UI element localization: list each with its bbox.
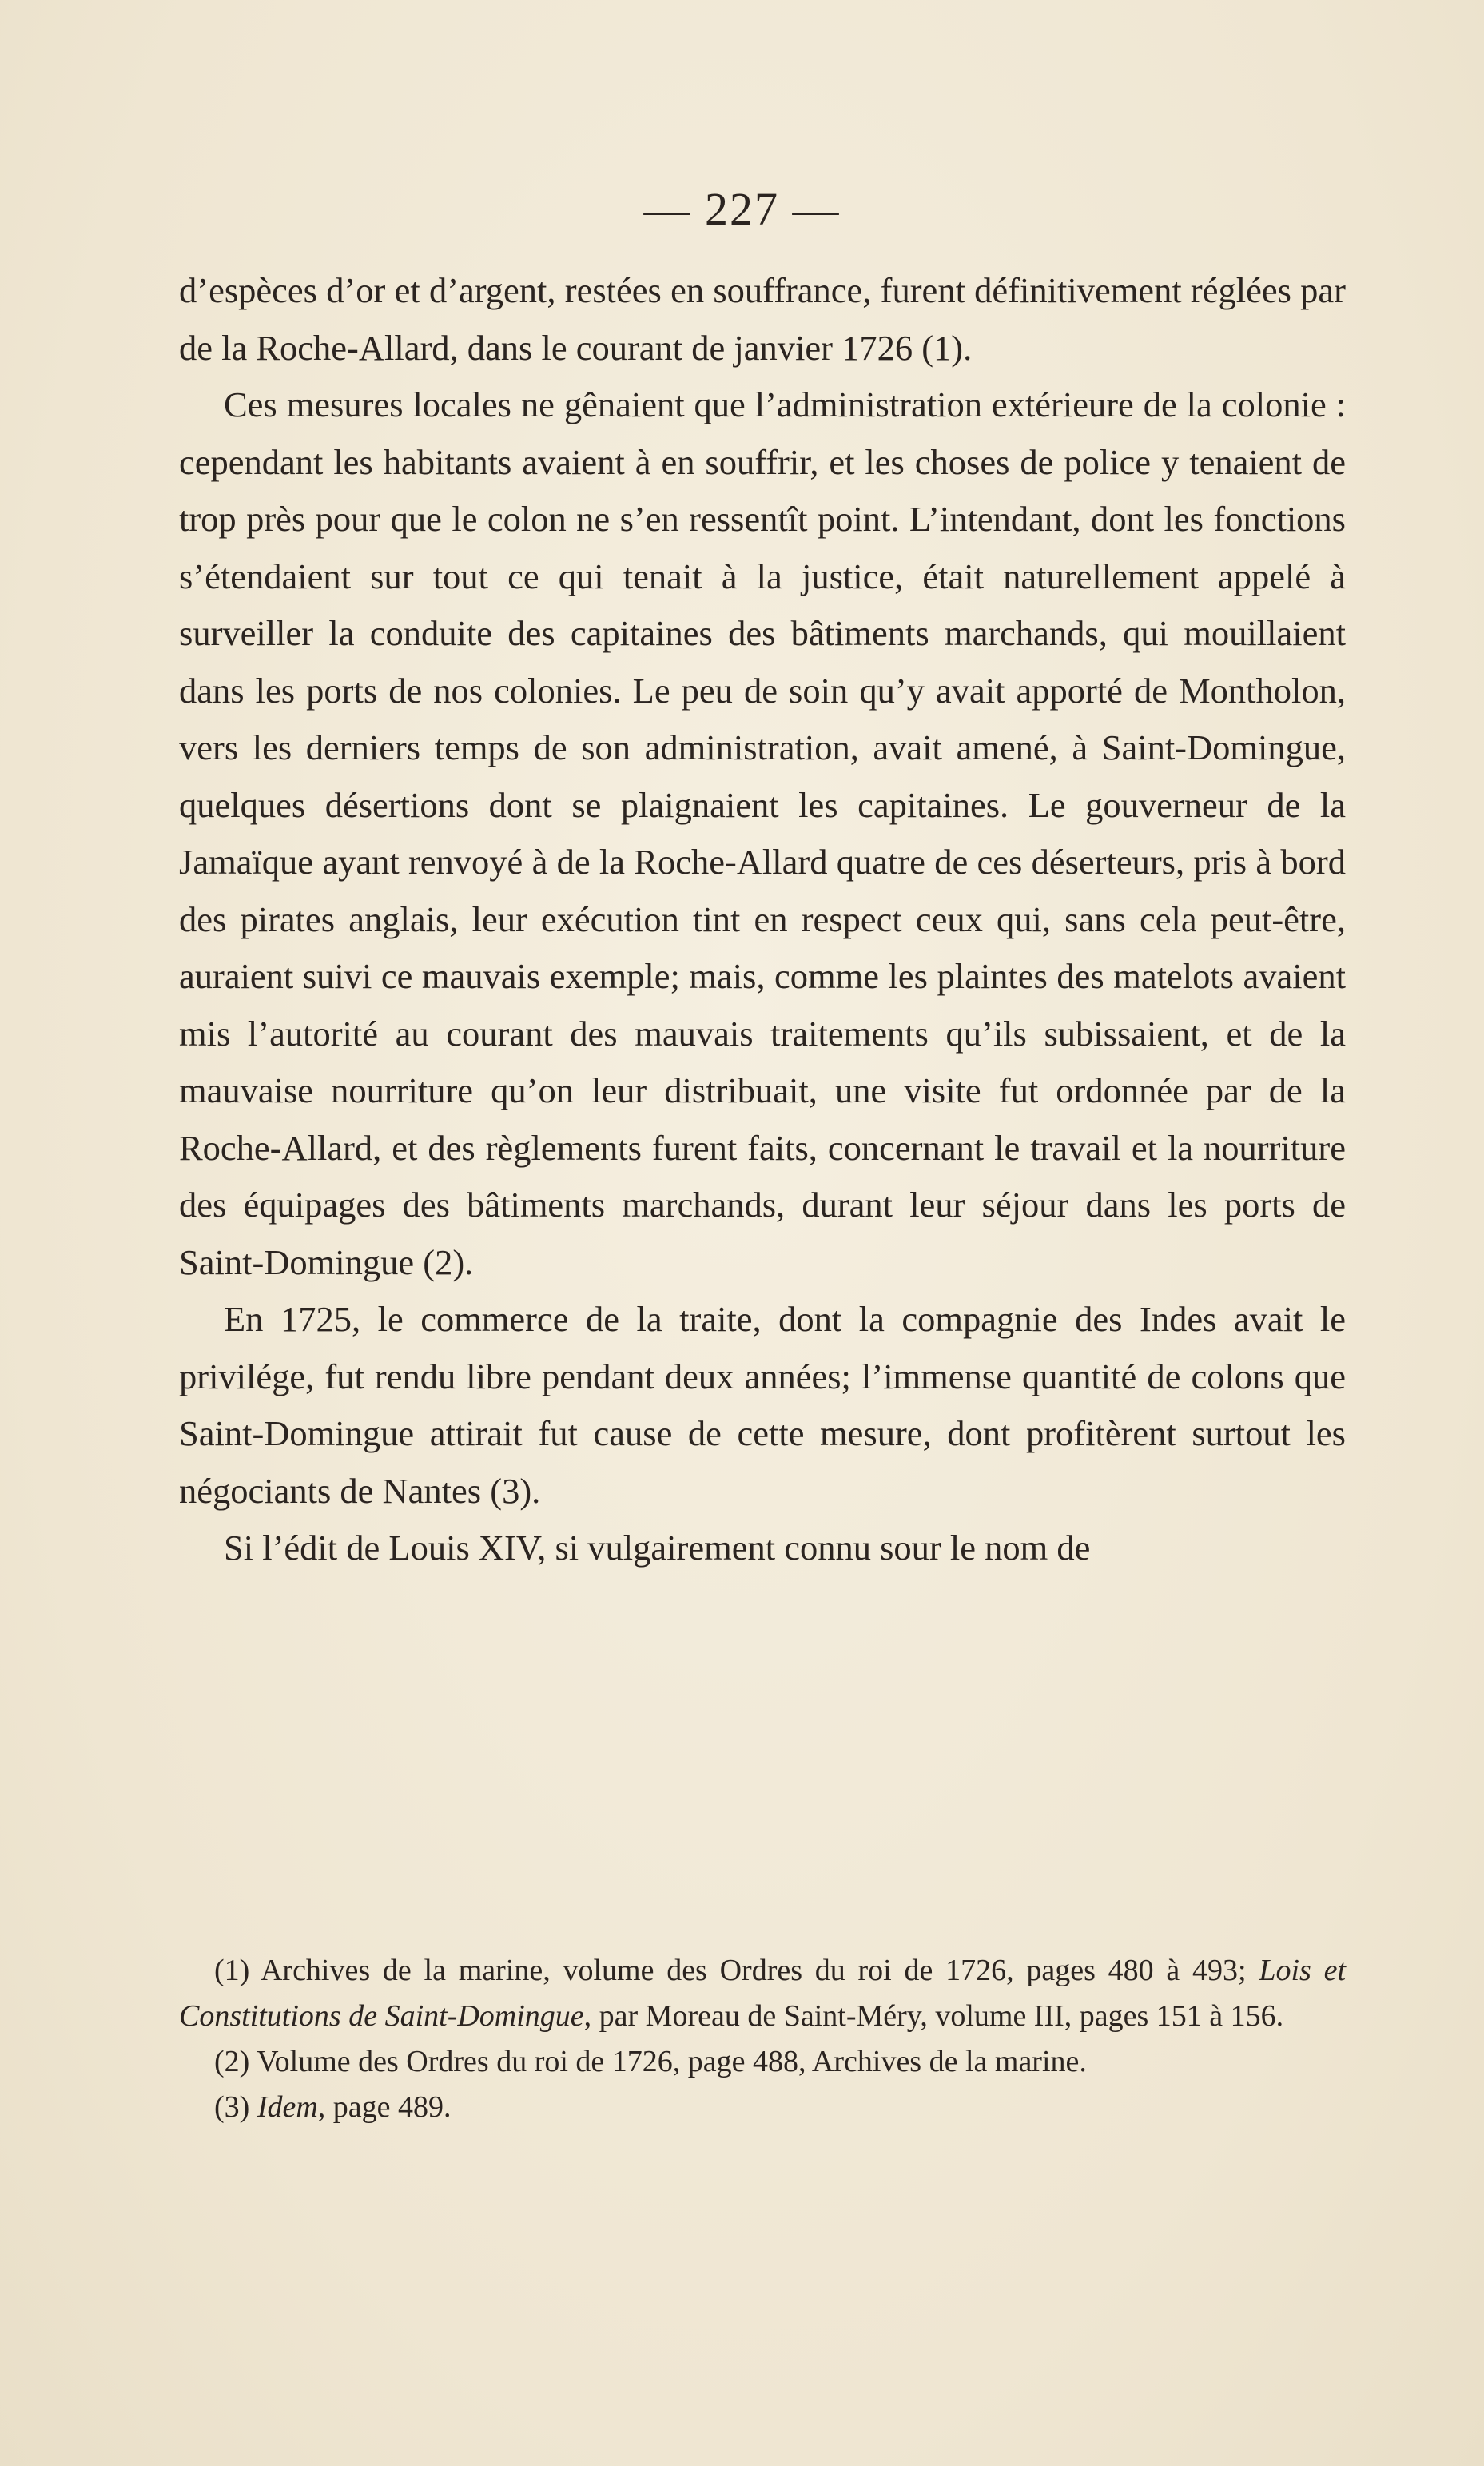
paragraph-3: En 1725, le commerce de la traite, dont la compagnie des Indes avait le privilége, fut rendu libre pendant deux années; l’immense quantité de colons que Saint-Domingue attirait fut cause de cette mesure, dont profitèrent surtout les négociants de Nantes (3).: [179, 1299, 1346, 1511]
paragraph-4: Si l’édit de Louis XIV, si vulgairement connu sour le nom de: [224, 1528, 1091, 1568]
page-number: — 227 —: [643, 183, 841, 235]
paragraph-2: Ces mesures locales ne gênaient que l’administration extérieure de la colonie : cependant les habitants avaient à en souffrir, et les choses de police y tenaient de trop près pour que le colon ne s’en ressentît point. L’intendant, dont les fonctions s’étendaient sur tout ce qui tenait à la justice, était naturellement appelé à surveiller la conduite des capitaines des bâtiments marchands, qui mouillaient dans les ports de nos colonies. Le peu de soin qu’y avait apporté de Montholon, vers les derniers temps de son administration, avait amené, à Saint-Domingue, quelques désertions dont se plaignaient les capitaines. Le gouverneur de la Jamaïque ayant renvoyé à de la Roche-Allard quatre de ces déserteurs, pris à bord des pirates anglais, leur exécution tint en respect ceux qui, sans cela peut-être, auraient suivi ce mauvais exemple; mais, comme les plaintes des matelots avaient mis l’autorité au courant des mauvais traitements qu’ils subissaient, et de la mauvaise nourriture qu’on leur distribuait, une visite fut ordonnée par de la Roche-Allard, et des règlements furent faits, concernant le travail et la nourriture des équipages des bâtiments marchands, durant leur séjour dans les ports de Saint-Domingue (2).: [179, 384, 1346, 1282]
paragraph-1: d’espèces d’or et d’argent, restées en souffrance, furent définitivement réglées par de la Roche-Allard, dans le courant de janvier 1726 (1).: [179, 270, 1346, 368]
footnote-1-text: (1) Archives de la marine, volume des Ordres du roi de 1726, pages 480 à 493;: [214, 1954, 1259, 1987]
footnote-2: (2) Volume des Ordres du roi de 1726, page 488, Archives de la marine.: [214, 2045, 1087, 2078]
footnote-3: [179, 2085, 1346, 2130]
footnote-3-text: (3): [214, 2090, 257, 2124]
footnote-1: [179, 1948, 1346, 2039]
main-text: [179, 262, 1346, 1577]
footnote-1-title: Lois et Constitutions de Saint-Domingue: [179, 1954, 1347, 2033]
footnote-1-rest: , par Moreau de Saint-Méry, volume III, pages 151 à 156.: [583, 1999, 1284, 2033]
footnotes: [179, 1948, 1346, 2130]
footnote-3-rest: , page 489.: [317, 2090, 452, 2124]
footnote-3-title: Idem: [257, 2090, 318, 2124]
